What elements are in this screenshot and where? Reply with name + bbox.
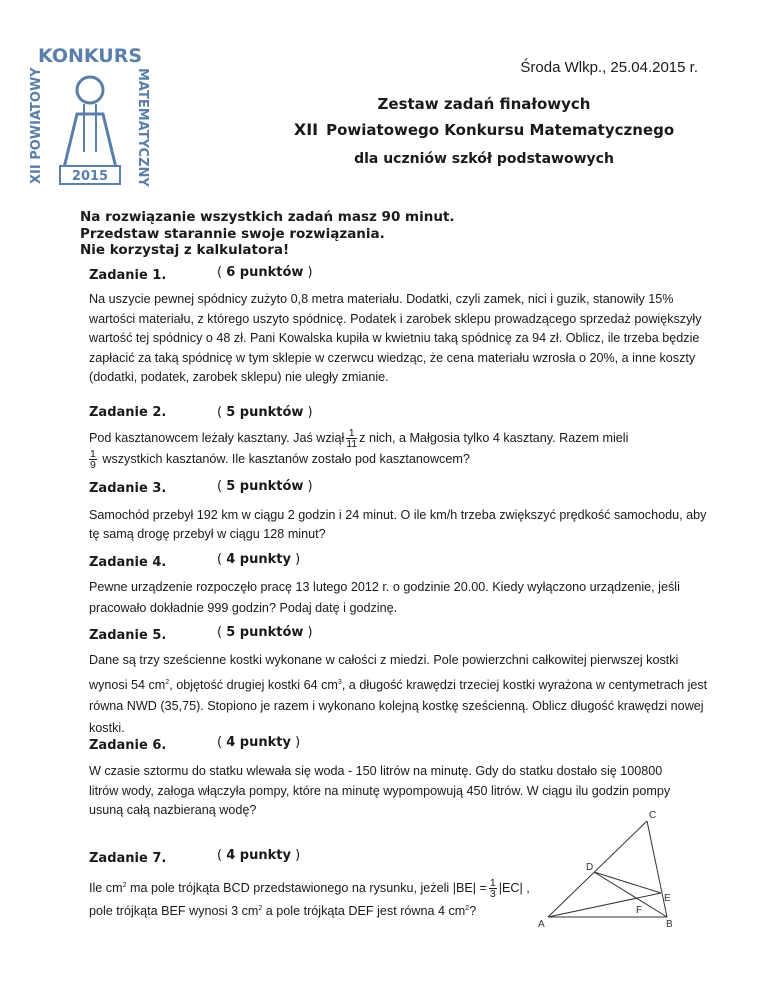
label-c: C [649,810,657,821]
triangle-figure [520,805,695,935]
title-line-3: dla uczniów szkół podstawowych [354,151,614,167]
title-line-1: Zestaw zadań finałowych [377,95,591,113]
task-1-points: ( 6 punktów ) [217,265,313,280]
task-4-points: ( 4 punkty ) [217,552,301,567]
task-6-points: ( 4 punkty ) [217,735,301,750]
instruction-line: Na rozwiązanie wszystkich zadań masz 90 minut. [80,209,455,225]
label-f: F [636,905,643,916]
label-a: A [538,919,545,930]
task-4-text: Pewne urządzenie rozpoczęło pracę 13 lutego 2012 r. o godzinie 20.00. Kiedy wyłączono urządzenie, jeśli pracowało dokładnie 999 godzin? Podaj datę i godzinę. [89,580,680,615]
edge-de [594,872,661,893]
label-d: D [586,862,594,873]
instructions [80,209,455,259]
document-date: Środa Wlkp., 25.04.2015 r. [520,59,698,76]
task-2-text: Pod kasztanowcem leżały kasztany. Jaś wziął $\frac{1}{11}$ z nich, a Małgosia tylko 4 kasztany. Razem mieli $\frac{1}{9}$ wszystkich kasztanów. Ile kasztanów zostało pod kasztanowcem? [89,427,629,471]
task-1-text: Na uszycie pewnej spódnicy zużyto 0,8 metra materiału. Dodatki, czyli zamek, nici i guzik, stanowiły 15% wartości materiału, z którego uszyto spódnicę. Podatek i zarobek sklepu prowadzącego sprzedaż powiększyły wartość tej spódnicy o 48 zł. Pani Kowalska kupiła w kwietniu taką spódnicę za 94 zł. Oblicz, ile trzeba będzie zapłacić za taką spódnicę w tym sklepie w czerwcu wiedząc, że cena materiału wzrosła o 20%, a inne koszty (dodatki, podatek, zarobek sklepu) nie uległy zmianie. [89,292,702,384]
task-7-label: Zadanie 7. [89,851,167,866]
fraction-1-3: $\frac{1}{3}$ [489,877,496,901]
edge-ae [548,893,661,917]
task-5-text: Dane są trzy sześcienne kostki wykonane w całości z miedzi. Pole powierzchni całkowitej pierwszej kostki wynosi 54 $cm^2$, objętość drugiej kostki 64 $cm^3$, a długość krawędzi trzeciej kostki wyrażona w centymetrach jest równa NWD (35,75). Stopiono je razem i wykonano kolejną kostkę sześcienną. Oblicz długość krawędzi nowej kostki. [89,653,708,735]
task-3-text: Samochód przebył 192 km w ciągu 2 godzin i 24 minut. O ile km/h trzeba zwiększyć prędkość samochodu, aby tę samą drogę przebył w ciągu 128 minut? [89,508,707,541]
task-3-label: Zadanie 3. [89,481,167,496]
task-3-points: ( 5 punktów ) [217,479,313,494]
instruction-line: Przedstaw starannie swoje rozwiązania. [80,225,385,242]
task-5-label: Zadanie 5. [89,628,167,643]
task-7-text: Ile $cm^2$ ma pole trójkąta BCD przedstawionego na rysunku, jeżeli |BE| = $\frac{1}{3}$ |EC| , pole trójkąta BEF wynosi 3 $cm^2$ a pole trójkąta DEF jest równa 4 $cm^2$? [89,877,530,919]
task-6-label: Zadanie 6. [89,738,167,753]
task-5-points: ( 5 punktów ) [217,625,313,640]
logo-left-text: XII POWIATOWY [29,67,44,184]
task-2-label: Zadanie 2. [89,405,167,420]
fraction-1-9: $\frac{1}{9}$ [90,448,96,471]
title-line-2 [100,120,768,139]
instruction-line: Nie korzystaj z kalkulatora! [80,242,290,258]
logo-right-text: MATEMATYCZNY [135,68,150,187]
title-roman: XII [293,120,319,139]
task-7-points: ( 4 punkty ) [217,848,301,863]
task-4-label: Zadanie 4. [89,555,167,570]
task-2-points: ( 5 punktów ) [217,405,313,420]
task-6-text: W czasie sztormu do statku wlewała się woda - 150 litrów na minutę. Gdy do statku dostało się 100800 litrów wody, załoga włączyła pompy, które na minutę wypompowują 450 litrów. W ciągu ilu godzin pompy usuną całą nazbieraną wodę? [89,764,671,817]
label-e: E [664,893,671,904]
contest-logo [22,42,158,192]
logo-top-text: KONKURS [37,45,143,67]
fraction-1-11: $\frac{1}{11}$ [346,427,358,450]
edge-ac [548,821,647,917]
label-b: B [666,919,673,930]
logo-year: 2015 [71,169,109,184]
task-1-label: Zadanie 1. [89,268,167,283]
title-line-2-text: Powiatowego Konkursu Matematycznego [326,121,675,139]
